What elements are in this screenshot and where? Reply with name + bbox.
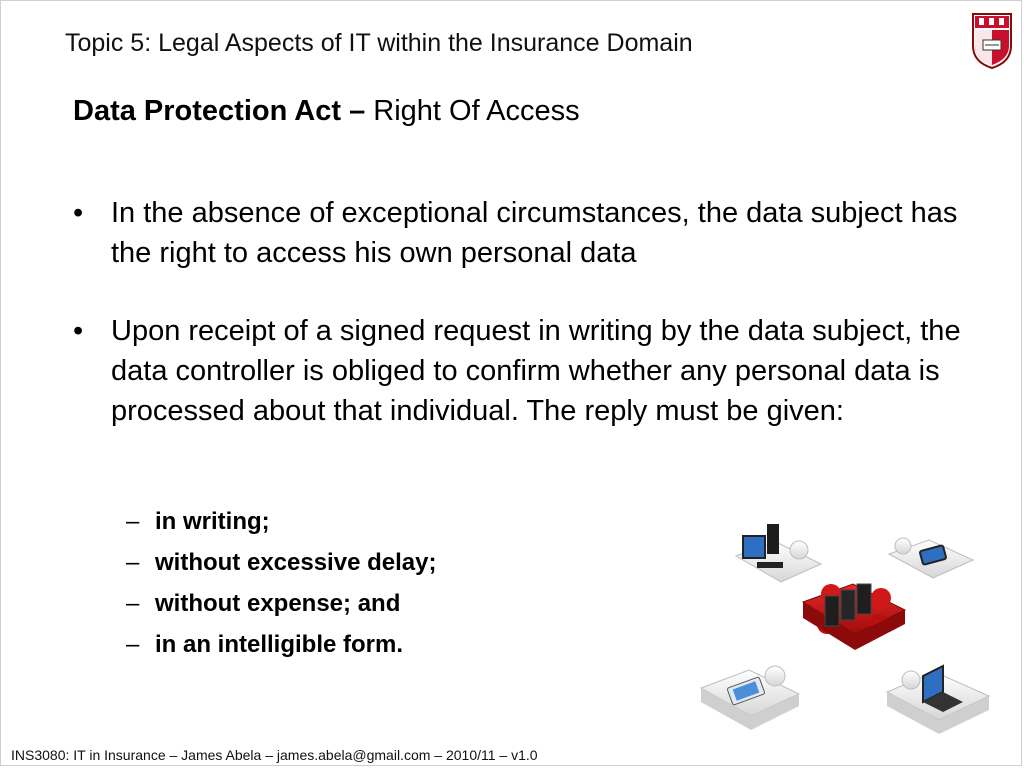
bullet-text: In the absence of exceptional circumstances, the data subject has the right to access his own personal data — [111, 197, 958, 269]
dash-symbol: – — [126, 631, 140, 658]
bullet-item — [71, 311, 971, 431]
heading-regular-part: Right Of Access — [365, 95, 580, 127]
footer-text: INS3080: IT in Insurance – James Abela – james.abela@gmail.com – 2010/11 – v1.0 — [11, 747, 538, 763]
university-crest-icon — [971, 12, 1013, 70]
sub-bullet-text: in an intelligible form. — [155, 631, 404, 658]
sub-bullet-list — [126, 501, 436, 665]
bullet-symbol: • — [73, 197, 84, 229]
sub-bullet-text: without expense; and — [155, 590, 401, 617]
topic-title: Topic 5: Legal Aspects of IT within the Insurance Domain — [65, 29, 693, 57]
puzzle-piece-tablet — [701, 666, 799, 730]
bullet-symbol: • — [73, 315, 84, 347]
bullet-text: Upon receipt of a signed request in writing by the data subject, the data controller is obliged to confirm whether any personal data is processed about that individual. The reply must be given: — [111, 315, 961, 427]
sub-bullet-item — [126, 583, 436, 624]
heading-bold-part: Data Protection Act – — [73, 95, 366, 127]
sub-bullet-item — [126, 542, 436, 583]
sub-bullet-text: in writing; — [155, 508, 270, 535]
slide-heading — [73, 95, 580, 128]
puzzle-piece-phone — [889, 538, 973, 578]
bullet-item — [71, 193, 971, 273]
puzzle-piece-laptop — [887, 666, 989, 734]
network-puzzle-illustration — [691, 506, 1011, 746]
dash-symbol: – — [126, 508, 140, 535]
puzzle-piece-servers — [803, 584, 905, 650]
puzzle-piece-desktop — [736, 524, 821, 582]
bullet-list — [71, 193, 971, 469]
dash-symbol: – — [126, 590, 140, 617]
sub-bullet-text: without excessive delay; — [155, 549, 437, 576]
dash-symbol: – — [126, 549, 140, 576]
sub-bullet-item — [126, 501, 436, 542]
sub-bullet-item — [126, 624, 436, 665]
